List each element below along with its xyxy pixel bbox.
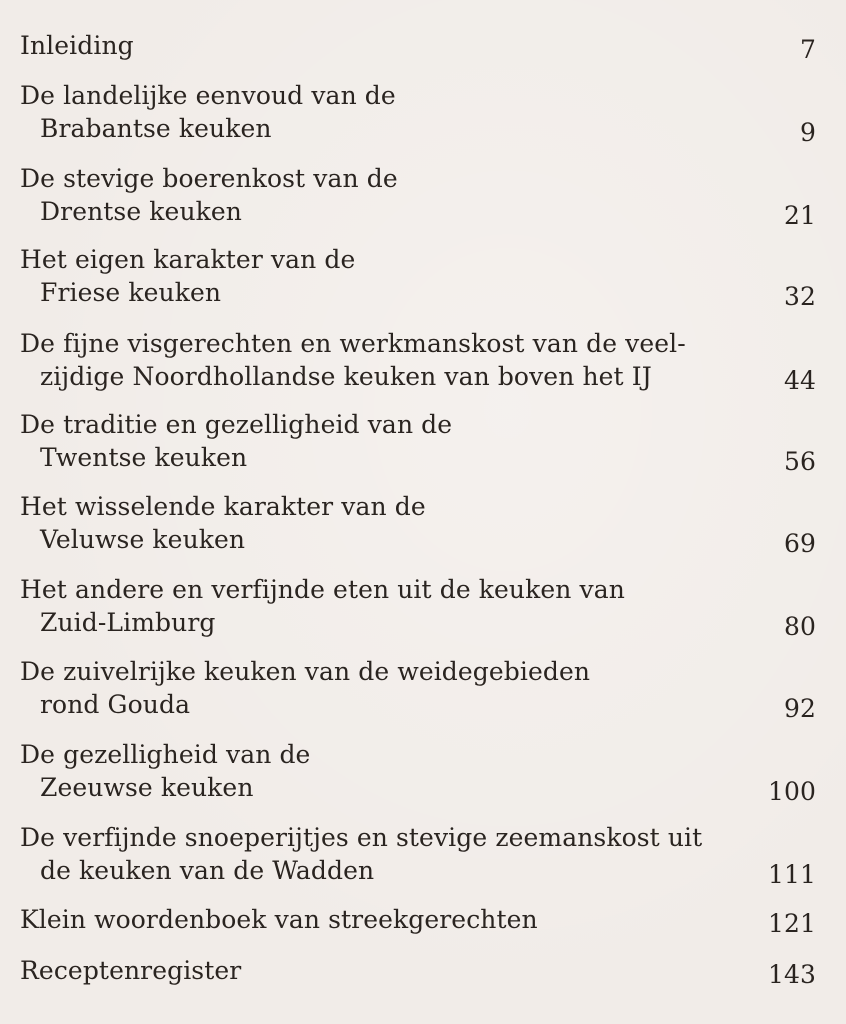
toc-entry-title: Klein woordenboek van streekgerechten: [20, 905, 538, 934]
toc-entry-noordholland: [20, 327, 816, 393]
toc-entry-gouda: [20, 655, 816, 721]
toc-entry-page: 7: [799, 35, 816, 64]
toc-entry-title: De traditie en gezelligheid van de: [20, 410, 453, 439]
toc-entry-page: 80: [783, 612, 816, 641]
toc-entry-page: 9: [799, 118, 816, 147]
toc-entry-title: Het wisselende karakter van de: [20, 492, 426, 521]
toc-entry-title-cont: Friese keuken: [40, 278, 222, 307]
toc-entry-brabant: [20, 79, 816, 145]
toc-entry-page: 21: [783, 201, 816, 230]
toc-entry-title: De gezelligheid van de: [20, 740, 311, 769]
toc-entry-title: De zuivelrijke keuken van de weidegebieden: [20, 657, 591, 686]
toc-entry-title-cont: Zuid-Limburg: [40, 608, 216, 637]
toc-entry-page: 69: [783, 529, 816, 558]
toc-entry-wadden: [20, 821, 816, 887]
toc-entry-woordenboek: [20, 903, 816, 936]
toc-entry-title: De verfijnde snoeperijtjes en stevige zeemanskost uit: [20, 823, 703, 852]
toc-entry-veluwe: [20, 490, 816, 556]
toc-entry-title: De stevige boerenkost van de: [20, 164, 398, 193]
toc-entry-page: 111: [767, 860, 816, 889]
toc-entry-page: 44: [783, 366, 816, 395]
toc-entry-title: Receptenregister: [20, 956, 242, 985]
toc-entry-title-cont: Veluwse keuken: [40, 525, 246, 554]
toc-entry-limburg: [20, 573, 816, 639]
toc-entry-title-cont: zijdige Noordhollandse keuken van boven het IJ: [40, 362, 652, 391]
toc-entry-title-cont: Drentse keuken: [40, 197, 242, 226]
toc-entry-title-cont: Zeeuwse keuken: [40, 773, 254, 802]
toc-entry-title-cont: Brabantse keuken: [40, 114, 272, 143]
toc-entry-title-cont: de keuken van de Wadden: [40, 856, 375, 885]
toc-entry-title: Het eigen karakter van de: [20, 245, 356, 274]
toc-entry-drenthe: [20, 162, 816, 228]
toc-entry-inleiding: [20, 29, 816, 62]
toc-entry-title-cont: rond Gouda: [40, 690, 191, 719]
toc-entry-page: 32: [783, 282, 816, 311]
toc-entry-twente: [20, 408, 816, 474]
toc-entry-page: 143: [767, 960, 816, 989]
toc-entry-receptenregister: [20, 954, 816, 987]
toc-entry-zeeland: [20, 738, 816, 804]
toc-entry-title: Inleiding: [20, 31, 134, 60]
toc-entry-page: 100: [767, 777, 816, 806]
toc-entry-page: 92: [783, 694, 816, 723]
toc-entry-page: 56: [783, 447, 816, 476]
toc-entry-title: De fijne visgerechten en werkmanskost van de veel-: [20, 329, 686, 358]
toc-entry-title: De landelijke eenvoud van de: [20, 81, 396, 110]
toc-entry-friesland: [20, 243, 816, 309]
toc-entry-page: 121: [767, 909, 816, 938]
toc-entry-title-cont: Twentse keuken: [40, 443, 248, 472]
toc-entry-title: Het andere en verfijnde eten uit de keuken van: [20, 575, 625, 604]
